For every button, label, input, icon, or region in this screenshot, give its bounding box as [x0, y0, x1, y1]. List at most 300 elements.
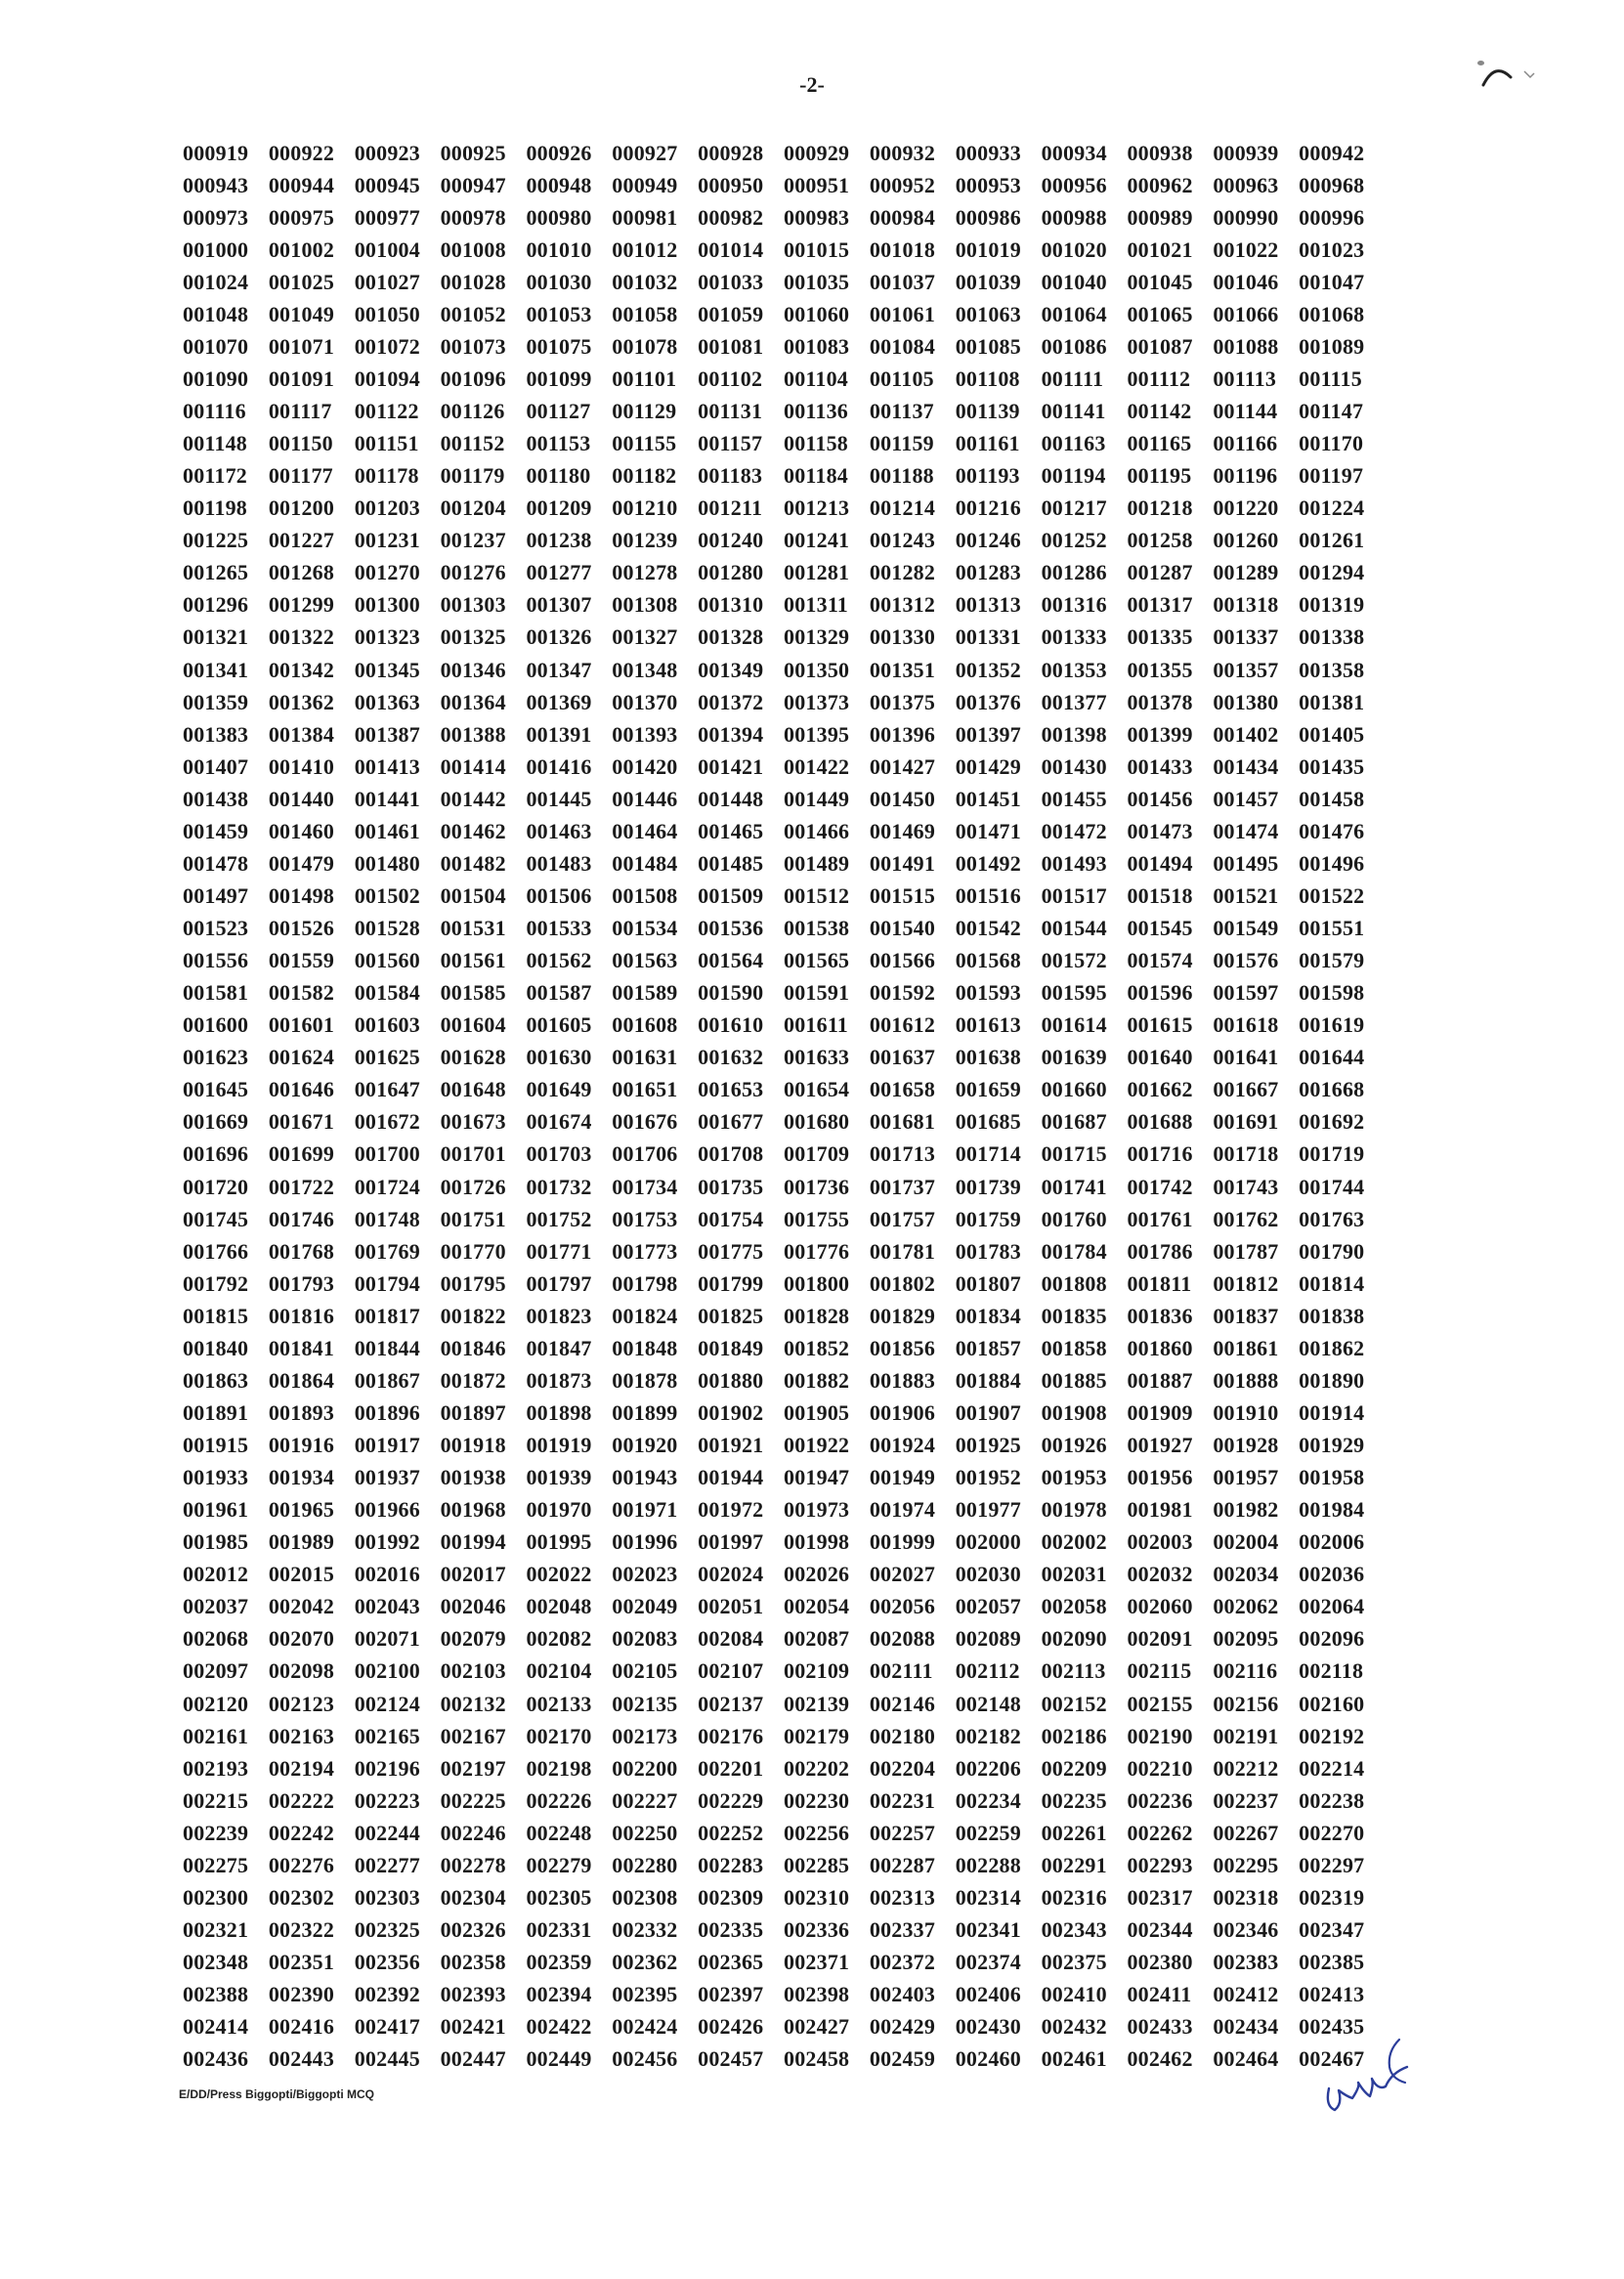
roll-number: 002393 [440, 1982, 506, 2007]
roll-number: 002042 [268, 1594, 335, 1619]
roll-number: 002088 [869, 1626, 936, 1652]
roll-number: 001799 [698, 1270, 764, 1296]
roll-number: 001096 [440, 366, 506, 391]
roll-number: 001755 [784, 1206, 850, 1231]
roll-number: 001442 [440, 786, 506, 811]
roll-number: 001925 [955, 1433, 1021, 1458]
roll-number: 001341 [183, 657, 249, 682]
roll-number: 001671 [268, 1109, 335, 1135]
roll-number: 002225 [440, 1787, 506, 1813]
roll-number: 000923 [354, 140, 420, 165]
roll-number: 001699 [268, 1141, 335, 1167]
roll-number: 001534 [612, 916, 678, 941]
roll-number: 001446 [612, 786, 678, 811]
roll-number: 001427 [869, 753, 936, 779]
roll-number: 001052 [440, 301, 506, 326]
roll-number: 002182 [955, 1723, 1021, 1748]
roll-number: 001605 [526, 1012, 592, 1038]
roll-number: 002104 [526, 1658, 592, 1684]
roll-number: 001349 [698, 657, 764, 682]
roll-number: 001217 [1041, 495, 1107, 521]
roll-number: 002295 [1213, 1852, 1279, 1877]
roll-number: 002358 [440, 1950, 506, 1975]
roll-number: 002257 [869, 1820, 936, 1845]
roll-number: 002193 [183, 1755, 249, 1781]
roll-number: 002429 [869, 2014, 936, 2040]
roll-number: 001281 [784, 560, 850, 585]
roll-number: 001086 [1041, 333, 1107, 359]
roll-number: 002375 [1041, 1950, 1107, 1975]
roll-number: 001318 [1213, 592, 1279, 618]
roll-number: 002343 [1041, 1916, 1107, 1942]
roll-number: 001556 [183, 948, 249, 973]
roll-number: 001858 [1041, 1335, 1107, 1360]
roll-number: 001838 [1299, 1303, 1365, 1328]
roll-number: 001012 [612, 236, 678, 262]
roll-number: 002210 [1127, 1755, 1193, 1781]
roll-number: 001352 [955, 657, 1021, 682]
roll-number: 001325 [440, 624, 506, 650]
roll-number: 001957 [1213, 1465, 1279, 1490]
roll-number: 002096 [1299, 1626, 1365, 1652]
roll-number: 001331 [955, 624, 1021, 650]
roll-number: 001084 [869, 333, 936, 359]
roll-number: 001033 [698, 269, 764, 294]
roll-number: 001237 [440, 528, 506, 553]
roll-number: 002176 [698, 1723, 764, 1748]
roll-number: 002325 [354, 1916, 420, 1942]
roll-number: 001410 [268, 753, 335, 779]
roll-number: 001474 [1213, 818, 1279, 843]
roll-number: 001300 [354, 592, 420, 618]
roll-number: 001472 [1041, 818, 1107, 843]
roll-number: 001498 [268, 882, 335, 908]
roll-number: 001822 [440, 1303, 506, 1328]
roll-number: 000981 [612, 204, 678, 230]
roll-number: 000938 [1127, 140, 1193, 165]
roll-number: 001644 [1299, 1045, 1365, 1070]
roll-number: 002395 [612, 1982, 678, 2007]
roll-number: 001091 [268, 366, 335, 391]
roll-number: 002043 [354, 1594, 420, 1619]
roll-number: 001973 [784, 1497, 850, 1523]
roll-number: 002100 [354, 1658, 420, 1684]
roll-number: 001737 [869, 1174, 936, 1199]
roll-number: 001703 [526, 1141, 592, 1167]
roll-number: 001612 [869, 1012, 936, 1038]
roll-number: 001378 [1127, 689, 1193, 714]
roll-number: 001668 [1299, 1077, 1365, 1102]
roll-number: 001561 [440, 948, 506, 973]
roll-number: 002313 [869, 1884, 936, 1910]
roll-number: 001794 [354, 1270, 420, 1296]
roll-number: 001370 [612, 689, 678, 714]
roll-number: 002462 [1127, 2046, 1193, 2072]
roll-number: 002120 [183, 1691, 249, 1716]
roll-number: 002388 [183, 1982, 249, 2007]
roll-number: 001153 [526, 431, 591, 456]
roll-number: 000973 [183, 204, 249, 230]
roll-number: 002276 [268, 1852, 335, 1877]
scan-speck [1477, 61, 1484, 65]
roll-number: 002026 [784, 1562, 850, 1587]
roll-number: 002421 [440, 2014, 506, 2040]
roll-number: 001681 [869, 1109, 936, 1135]
roll-number: 001741 [1041, 1174, 1107, 1199]
roll-number: 001094 [354, 366, 420, 391]
roll-number: 001862 [1299, 1335, 1365, 1360]
roll-number: 001068 [1299, 301, 1365, 326]
roll-number: 001508 [612, 882, 678, 908]
roll-number: 001883 [869, 1367, 936, 1393]
roll-number: 002209 [1041, 1755, 1107, 1781]
roll-number: 000980 [526, 204, 592, 230]
roll-number: 001015 [784, 236, 850, 262]
roll-number: 001885 [1041, 1367, 1107, 1393]
roll-number: 002460 [955, 2046, 1021, 2072]
roll-number: 002308 [612, 1884, 678, 1910]
roll-number: 002103 [440, 1658, 506, 1684]
roll-number: 001784 [1041, 1238, 1107, 1264]
roll-number: 001311 [784, 592, 849, 618]
roll-number: 001953 [1041, 1465, 1107, 1490]
roll-number: 000986 [955, 204, 1021, 230]
roll-number: 001658 [869, 1077, 936, 1102]
roll-number: 001926 [1041, 1433, 1107, 1458]
roll-number: 001117 [268, 399, 332, 424]
roll-number: 001078 [612, 333, 678, 359]
roll-number: 002413 [1299, 1982, 1365, 2007]
roll-number: 001455 [1041, 786, 1107, 811]
roll-number: 001440 [268, 786, 335, 811]
roll-number: 001088 [1213, 333, 1279, 359]
roll-number: 001719 [1299, 1141, 1365, 1167]
roll-number: 002058 [1041, 1594, 1107, 1619]
roll-number: 002365 [698, 1950, 764, 1975]
roll-number: 001476 [1299, 818, 1365, 843]
roll-number: 001438 [183, 786, 249, 811]
roll-number: 001338 [1299, 624, 1365, 650]
roll-number: 001880 [698, 1367, 764, 1393]
roll-number: 001715 [1041, 1141, 1107, 1167]
roll-number: 001326 [526, 624, 592, 650]
roll-number: 001566 [869, 948, 936, 973]
roll-number: 001775 [698, 1238, 764, 1264]
roll-number: 002445 [354, 2046, 420, 2072]
roll-number: 002310 [784, 1884, 850, 1910]
roll-number: 001531 [440, 916, 506, 941]
roll-number: 001837 [1213, 1303, 1279, 1328]
roll-number: 002461 [1041, 2046, 1107, 2072]
roll-number: 002206 [955, 1755, 1021, 1781]
roll-number: 002016 [354, 1562, 420, 1587]
roll-number: 001333 [1041, 624, 1107, 650]
roll-number: 001984 [1299, 1497, 1365, 1523]
roll-number: 001968 [440, 1497, 506, 1523]
roll-number: 001027 [354, 269, 420, 294]
roll-number: 001482 [440, 850, 506, 876]
roll-number: 001977 [955, 1497, 1021, 1523]
roll-number: 001313 [955, 592, 1021, 618]
roll-number: 001465 [698, 818, 764, 843]
roll-number: 001825 [698, 1303, 764, 1328]
roll-number: 001050 [354, 301, 420, 326]
roll-number: 000929 [784, 140, 850, 165]
roll-number: 001241 [784, 528, 850, 553]
roll-number: 001435 [1299, 753, 1365, 779]
roll-number: 001836 [1127, 1303, 1193, 1328]
roll-number: 001193 [955, 463, 1020, 489]
roll-number: 002252 [698, 1820, 764, 1845]
roll-number: 001873 [526, 1367, 592, 1393]
roll-number: 002305 [526, 1884, 592, 1910]
roll-number: 002082 [526, 1626, 592, 1652]
roll-number: 001673 [440, 1109, 506, 1135]
roll-number: 002229 [698, 1787, 764, 1813]
roll-number: 001330 [869, 624, 936, 650]
roll-number: 001735 [698, 1174, 764, 1199]
roll-number: 002201 [698, 1755, 764, 1781]
roll-number: 002112 [955, 1658, 1020, 1684]
roll-number: 002411 [1127, 1982, 1192, 2007]
roll-number: 002223 [354, 1787, 420, 1813]
roll-number: 002109 [784, 1658, 850, 1684]
roll-number: 001178 [354, 463, 419, 489]
roll-number: 001010 [526, 236, 592, 262]
roll-number: 000922 [268, 140, 335, 165]
roll-number: 001047 [1299, 269, 1365, 294]
roll-number: 001375 [869, 689, 936, 714]
roll-number: 002285 [784, 1852, 850, 1877]
roll-number: 001709 [784, 1141, 850, 1167]
roll-number: 001996 [612, 1529, 678, 1555]
roll-number: 001716 [1127, 1141, 1193, 1167]
roll-number: 001104 [784, 366, 849, 391]
roll-number: 001430 [1041, 753, 1107, 779]
roll-number: 001985 [183, 1529, 249, 1555]
roll-number: 002302 [268, 1884, 335, 1910]
roll-number: 001521 [1213, 882, 1279, 908]
roll-number: 001307 [526, 592, 592, 618]
roll-number: 002317 [1127, 1884, 1193, 1910]
roll-number: 001852 [784, 1335, 850, 1360]
roll-number: 001688 [1127, 1109, 1193, 1135]
roll-number: 000951 [784, 172, 850, 197]
roll-number: 001560 [354, 948, 420, 973]
roll-number: 002337 [869, 1916, 936, 1942]
roll-number: 001633 [784, 1045, 850, 1070]
roll-number: 001358 [1299, 657, 1365, 682]
roll-number: 001294 [1299, 560, 1365, 585]
roll-number: 001147 [1299, 399, 1364, 424]
roll-number: 001188 [869, 463, 934, 489]
roll-number: 002000 [955, 1529, 1021, 1555]
roll-number: 001220 [1213, 495, 1279, 521]
roll-number: 001593 [955, 980, 1021, 1006]
roll-number: 001829 [869, 1303, 936, 1328]
roll-number: 001049 [268, 301, 335, 326]
roll-number: 002374 [955, 1950, 1021, 1975]
scan-mark [1475, 54, 1544, 98]
roll-number: 001198 [183, 495, 247, 521]
roll-number: 001441 [354, 786, 420, 811]
roll-number: 001177 [268, 463, 333, 489]
roll-number: 001585 [440, 980, 506, 1006]
roll-number: 002426 [698, 2014, 764, 2040]
roll-number: 002242 [268, 1820, 335, 1845]
roll-number: 001268 [268, 560, 335, 585]
roll-number: 001028 [440, 269, 506, 294]
roll-number: 000919 [183, 140, 249, 165]
roll-number: 002392 [354, 1982, 420, 2007]
roll-number: 001623 [183, 1045, 249, 1070]
roll-number: 001989 [268, 1529, 335, 1555]
roll-number: 002417 [354, 2014, 420, 2040]
roll-number: 000948 [526, 172, 592, 197]
roll-number: 001798 [612, 1270, 678, 1296]
roll-number: 001783 [955, 1238, 1021, 1264]
roll-number: 002015 [268, 1562, 335, 1587]
roll-number: 002163 [268, 1723, 335, 1748]
roll-number: 001384 [268, 721, 335, 747]
roll-number: 001004 [354, 236, 420, 262]
roll-number: 001387 [354, 721, 420, 747]
roll-number: 001276 [440, 560, 506, 585]
roll-number: 002194 [268, 1755, 335, 1781]
roll-number: 001746 [268, 1206, 335, 1231]
roll-number: 001714 [955, 1141, 1021, 1167]
roll-number: 001218 [1127, 495, 1193, 521]
roll-number: 001769 [354, 1238, 420, 1264]
roll-number: 002443 [268, 2046, 335, 2072]
roll-number: 002098 [268, 1658, 335, 1684]
roll-number: 001624 [268, 1045, 335, 1070]
roll-number: 001676 [612, 1109, 678, 1135]
roll-number: 001653 [698, 1077, 764, 1102]
roll-number: 002036 [1299, 1562, 1365, 1587]
roll-number: 002161 [183, 1723, 249, 1748]
roll-number: 002198 [526, 1755, 592, 1781]
roll-number: 001528 [354, 916, 420, 941]
roll-number: 001582 [268, 980, 335, 1006]
roll-number: 000943 [183, 172, 249, 197]
roll-number: 001584 [354, 980, 420, 1006]
roll-number: 001347 [526, 657, 592, 682]
roll-number: 002280 [612, 1852, 678, 1877]
roll-number: 001246 [955, 528, 1021, 553]
roll-number: 001891 [183, 1399, 249, 1425]
roll-number: 001674 [526, 1109, 592, 1135]
roll-number: 001590 [698, 980, 764, 1006]
roll-number: 002087 [784, 1626, 850, 1652]
roll-number: 001184 [784, 463, 849, 489]
roll-number: 001823 [526, 1303, 592, 1328]
roll-number: 001053 [526, 301, 592, 326]
roll-number: 001770 [440, 1238, 506, 1264]
roll-number: 002191 [1213, 1723, 1279, 1748]
roll-number: 001296 [183, 592, 249, 618]
roll-number: 001231 [354, 528, 420, 553]
roll-number: 001261 [1299, 528, 1365, 553]
roll-number: 002457 [698, 2046, 764, 2072]
roll-number: 002335 [698, 1916, 764, 1942]
roll-number: 001601 [268, 1012, 335, 1038]
roll-number: 001122 [354, 399, 419, 424]
roll-number: 001576 [1213, 948, 1279, 973]
roll-number: 001322 [268, 624, 335, 650]
roll-number: 001161 [955, 431, 1020, 456]
roll-number: 000939 [1213, 140, 1279, 165]
roll-number: 001565 [784, 948, 850, 973]
roll-number: 001998 [784, 1529, 850, 1555]
roll-number: 001928 [1213, 1433, 1279, 1458]
roll-number: 001743 [1213, 1174, 1279, 1199]
roll-number: 001687 [1041, 1109, 1107, 1135]
roll-number: 002231 [869, 1787, 936, 1813]
roll-number: 002057 [955, 1594, 1021, 1619]
roll-number: 001952 [955, 1465, 1021, 1490]
roll-number: 001407 [183, 753, 249, 779]
roll-number: 002422 [526, 2014, 592, 2040]
roll-number: 001958 [1299, 1465, 1365, 1490]
roll-number: 001113 [1213, 366, 1277, 391]
roll-number: 001971 [612, 1497, 678, 1523]
roll-number: 001157 [698, 431, 763, 456]
roll-number: 001840 [183, 1335, 249, 1360]
roll-number: 001102 [698, 366, 763, 391]
roll-number: 001536 [698, 916, 764, 941]
roll-number: 002237 [1213, 1787, 1279, 1813]
roll-number: 002262 [1127, 1820, 1193, 1845]
roll-number: 002322 [268, 1916, 335, 1942]
roll-number: 001700 [354, 1141, 420, 1167]
roll-number: 001458 [1299, 786, 1365, 811]
roll-number: 001542 [955, 916, 1021, 941]
roll-number: 001280 [698, 560, 764, 585]
roll-number: 001790 [1299, 1238, 1365, 1264]
roll-number: 001526 [268, 916, 335, 941]
roll-number: 001587 [526, 980, 592, 1006]
roll-number: 001753 [612, 1206, 678, 1231]
roll-number: 000990 [1213, 204, 1279, 230]
roll-number: 001720 [183, 1174, 249, 1199]
roll-number: 001994 [440, 1529, 506, 1555]
roll-number: 001283 [955, 560, 1021, 585]
roll-number: 002250 [612, 1820, 678, 1845]
roll-number: 001329 [784, 624, 850, 650]
roll-number: 001927 [1127, 1433, 1193, 1458]
roll-number: 001463 [526, 818, 592, 843]
roll-number: 002397 [698, 1982, 764, 2007]
roll-number: 002459 [869, 2046, 936, 2072]
roll-number: 002002 [1041, 1529, 1107, 1555]
roll-number: 002135 [612, 1691, 678, 1716]
roll-number: 002424 [612, 2014, 678, 2040]
roll-number: 001817 [354, 1303, 420, 1328]
roll-number: 001639 [1041, 1045, 1107, 1070]
roll-number: 001456 [1127, 786, 1193, 811]
roll-number: 001907 [955, 1399, 1021, 1425]
roll-number: 001802 [869, 1270, 936, 1296]
roll-number: 001048 [183, 301, 249, 326]
roll-number: 001600 [183, 1012, 249, 1038]
roll-number: 000928 [698, 140, 764, 165]
roll-number: 001383 [183, 721, 249, 747]
roll-number: 001127 [526, 399, 591, 424]
roll-number: 001888 [1213, 1367, 1279, 1393]
roll-number: 001841 [268, 1335, 335, 1360]
roll-number: 002348 [183, 1950, 249, 1975]
